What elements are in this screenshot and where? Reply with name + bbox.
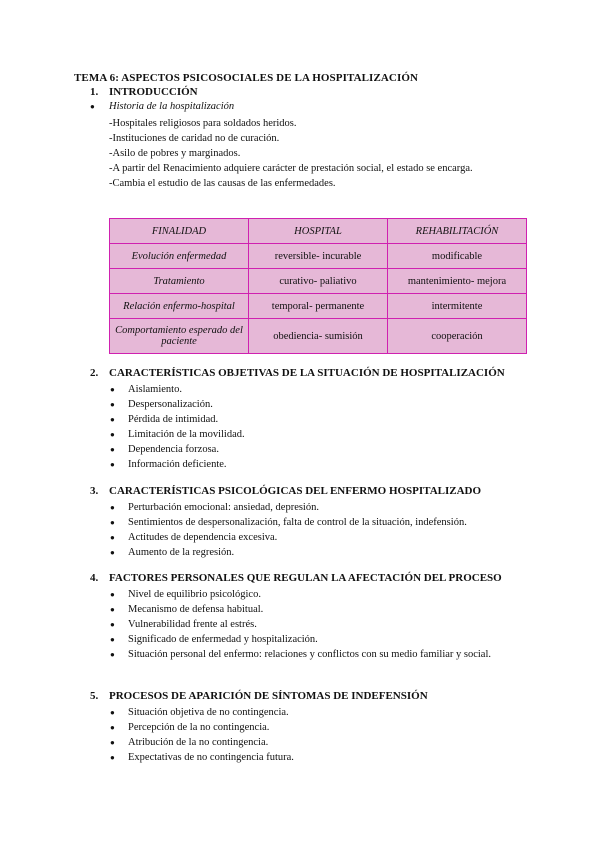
intro-subheading [90, 101, 234, 112]
table-cell: Evolución enfermedad [110, 244, 249, 269]
list-item: ● Información deficiente. [128, 457, 508, 472]
list-item: ● Dependencia forzosa. [128, 442, 508, 457]
table-row [110, 244, 527, 269]
table-header-cell: FINALIDAD [110, 219, 249, 244]
table-row [110, 319, 527, 354]
list-item: ● Pérdida de intimidad. [128, 412, 508, 427]
table-cell: obediencia- sumisión [249, 319, 388, 354]
section-number: 1. [90, 86, 99, 98]
list-item: ● Limitación de la movilidad. [128, 427, 508, 442]
section-title: FACTORES PERSONALES QUE REGULAN LA AFECTACIÓN DEL PROCESO [109, 572, 502, 584]
table-cell: modificable [388, 244, 527, 269]
intro-lines [109, 116, 473, 191]
list-item: ● Situación objetiva de no contingencia. [128, 705, 508, 720]
list-item: ● Perturbación emocional: ansiedad, depresión. [128, 500, 508, 515]
list-item: ● Sentimientos de despersonalización, falta de control de la situación, indefensión. [128, 515, 508, 530]
subheading-text: Historia de la hospitalización [109, 101, 235, 112]
list-item: ● Aumento de la regresión. [128, 545, 508, 560]
list-item: ● Nivel de equilibrio psicológico. [128, 587, 500, 602]
section-4-list [128, 587, 500, 662]
section-title: CARACTERÍSTICAS PSICOLÓGICAS DEL ENFERMO HOSPITALIZADO [109, 485, 482, 497]
section-title: CARACTERÍSTICAS OBJETIVAS DE LA SITUACIÓN DE HOSPITALIZACIÓN [109, 367, 505, 379]
list-item: ● Percepción de la no contingencia. [128, 720, 508, 735]
table-cell: Relación enfermo-hospital [110, 294, 249, 319]
section-3-list [128, 500, 508, 560]
table-cell: temporal- permanente [249, 294, 388, 319]
section-5-heading [90, 690, 428, 702]
section-1-heading [90, 86, 198, 98]
table-header-cell: REHABILITACIÓN [388, 219, 527, 244]
intro-line: -Instituciones de caridad no de curación. [109, 133, 280, 144]
list-item: ● Expectativas de no contingencia futura. [128, 750, 508, 765]
table-cell: intermitente [388, 294, 527, 319]
table-header-row [110, 219, 527, 244]
list-item: ● Vulnerabilidad frente al estrés. [128, 617, 500, 632]
table-cell: Tratamiento [110, 269, 249, 294]
table-row [110, 269, 527, 294]
intro-line: -Asilo de pobres y marginados. [109, 148, 241, 159]
section-number: 5. [90, 690, 99, 702]
list-item: ● Situación personal del enfermo: relaciones y conflictos con su medio familiar y social. [128, 647, 500, 662]
list-item: ● Significado de enfermedad y hospitalización. [128, 632, 500, 647]
section-2-list [128, 382, 508, 472]
section-2-heading [90, 367, 505, 379]
list-item: ● Aislamiento. [128, 382, 508, 397]
list-item: ● Mecanismo de defensa habitual. [128, 602, 500, 617]
table-cell: mantenimiento- mejora [388, 269, 527, 294]
section-number: 2. [90, 367, 99, 379]
table-cell: Comportamiento esperado del paciente [110, 319, 249, 354]
table-row [110, 294, 527, 319]
section-3-heading [90, 485, 481, 497]
list-item: ● Despersonalización. [128, 397, 508, 412]
list-item: ● Atribución de la no contingencia. [128, 735, 508, 750]
section-number: 3. [90, 485, 99, 497]
table-cell: reversible- incurable [249, 244, 388, 269]
section-title: INTRODUCCIÓN [109, 86, 198, 98]
table-header-cell: HOSPITAL [249, 219, 388, 244]
table-cell: cooperación [388, 319, 527, 354]
table-cell: curativo- paliativo [249, 269, 388, 294]
bullet-icon: ● [90, 102, 95, 111]
section-title: PROCESOS DE APARICIÓN DE SÍNTOMAS DE INDEFENSIÓN [109, 690, 428, 702]
intro-line: -A partir del Renacimiento adquiere carácter de prestación social, el estado se encarga. [109, 163, 473, 174]
intro-line: -Hospitales religiosos para soldados heridos. [109, 118, 297, 129]
list-item: ● Actitudes de dependencia excesiva. [128, 530, 508, 545]
section-4-heading [90, 572, 502, 584]
intro-line: -Cambia el estudio de las causas de las enfermedades. [109, 178, 336, 189]
section-number: 4. [90, 572, 99, 584]
page-title: TEMA 6: ASPECTOS PSICOSOCIALES DE LA HOSPITALIZACIÓN [74, 72, 419, 84]
comparison-table [109, 218, 527, 354]
section-5-list [128, 705, 508, 765]
